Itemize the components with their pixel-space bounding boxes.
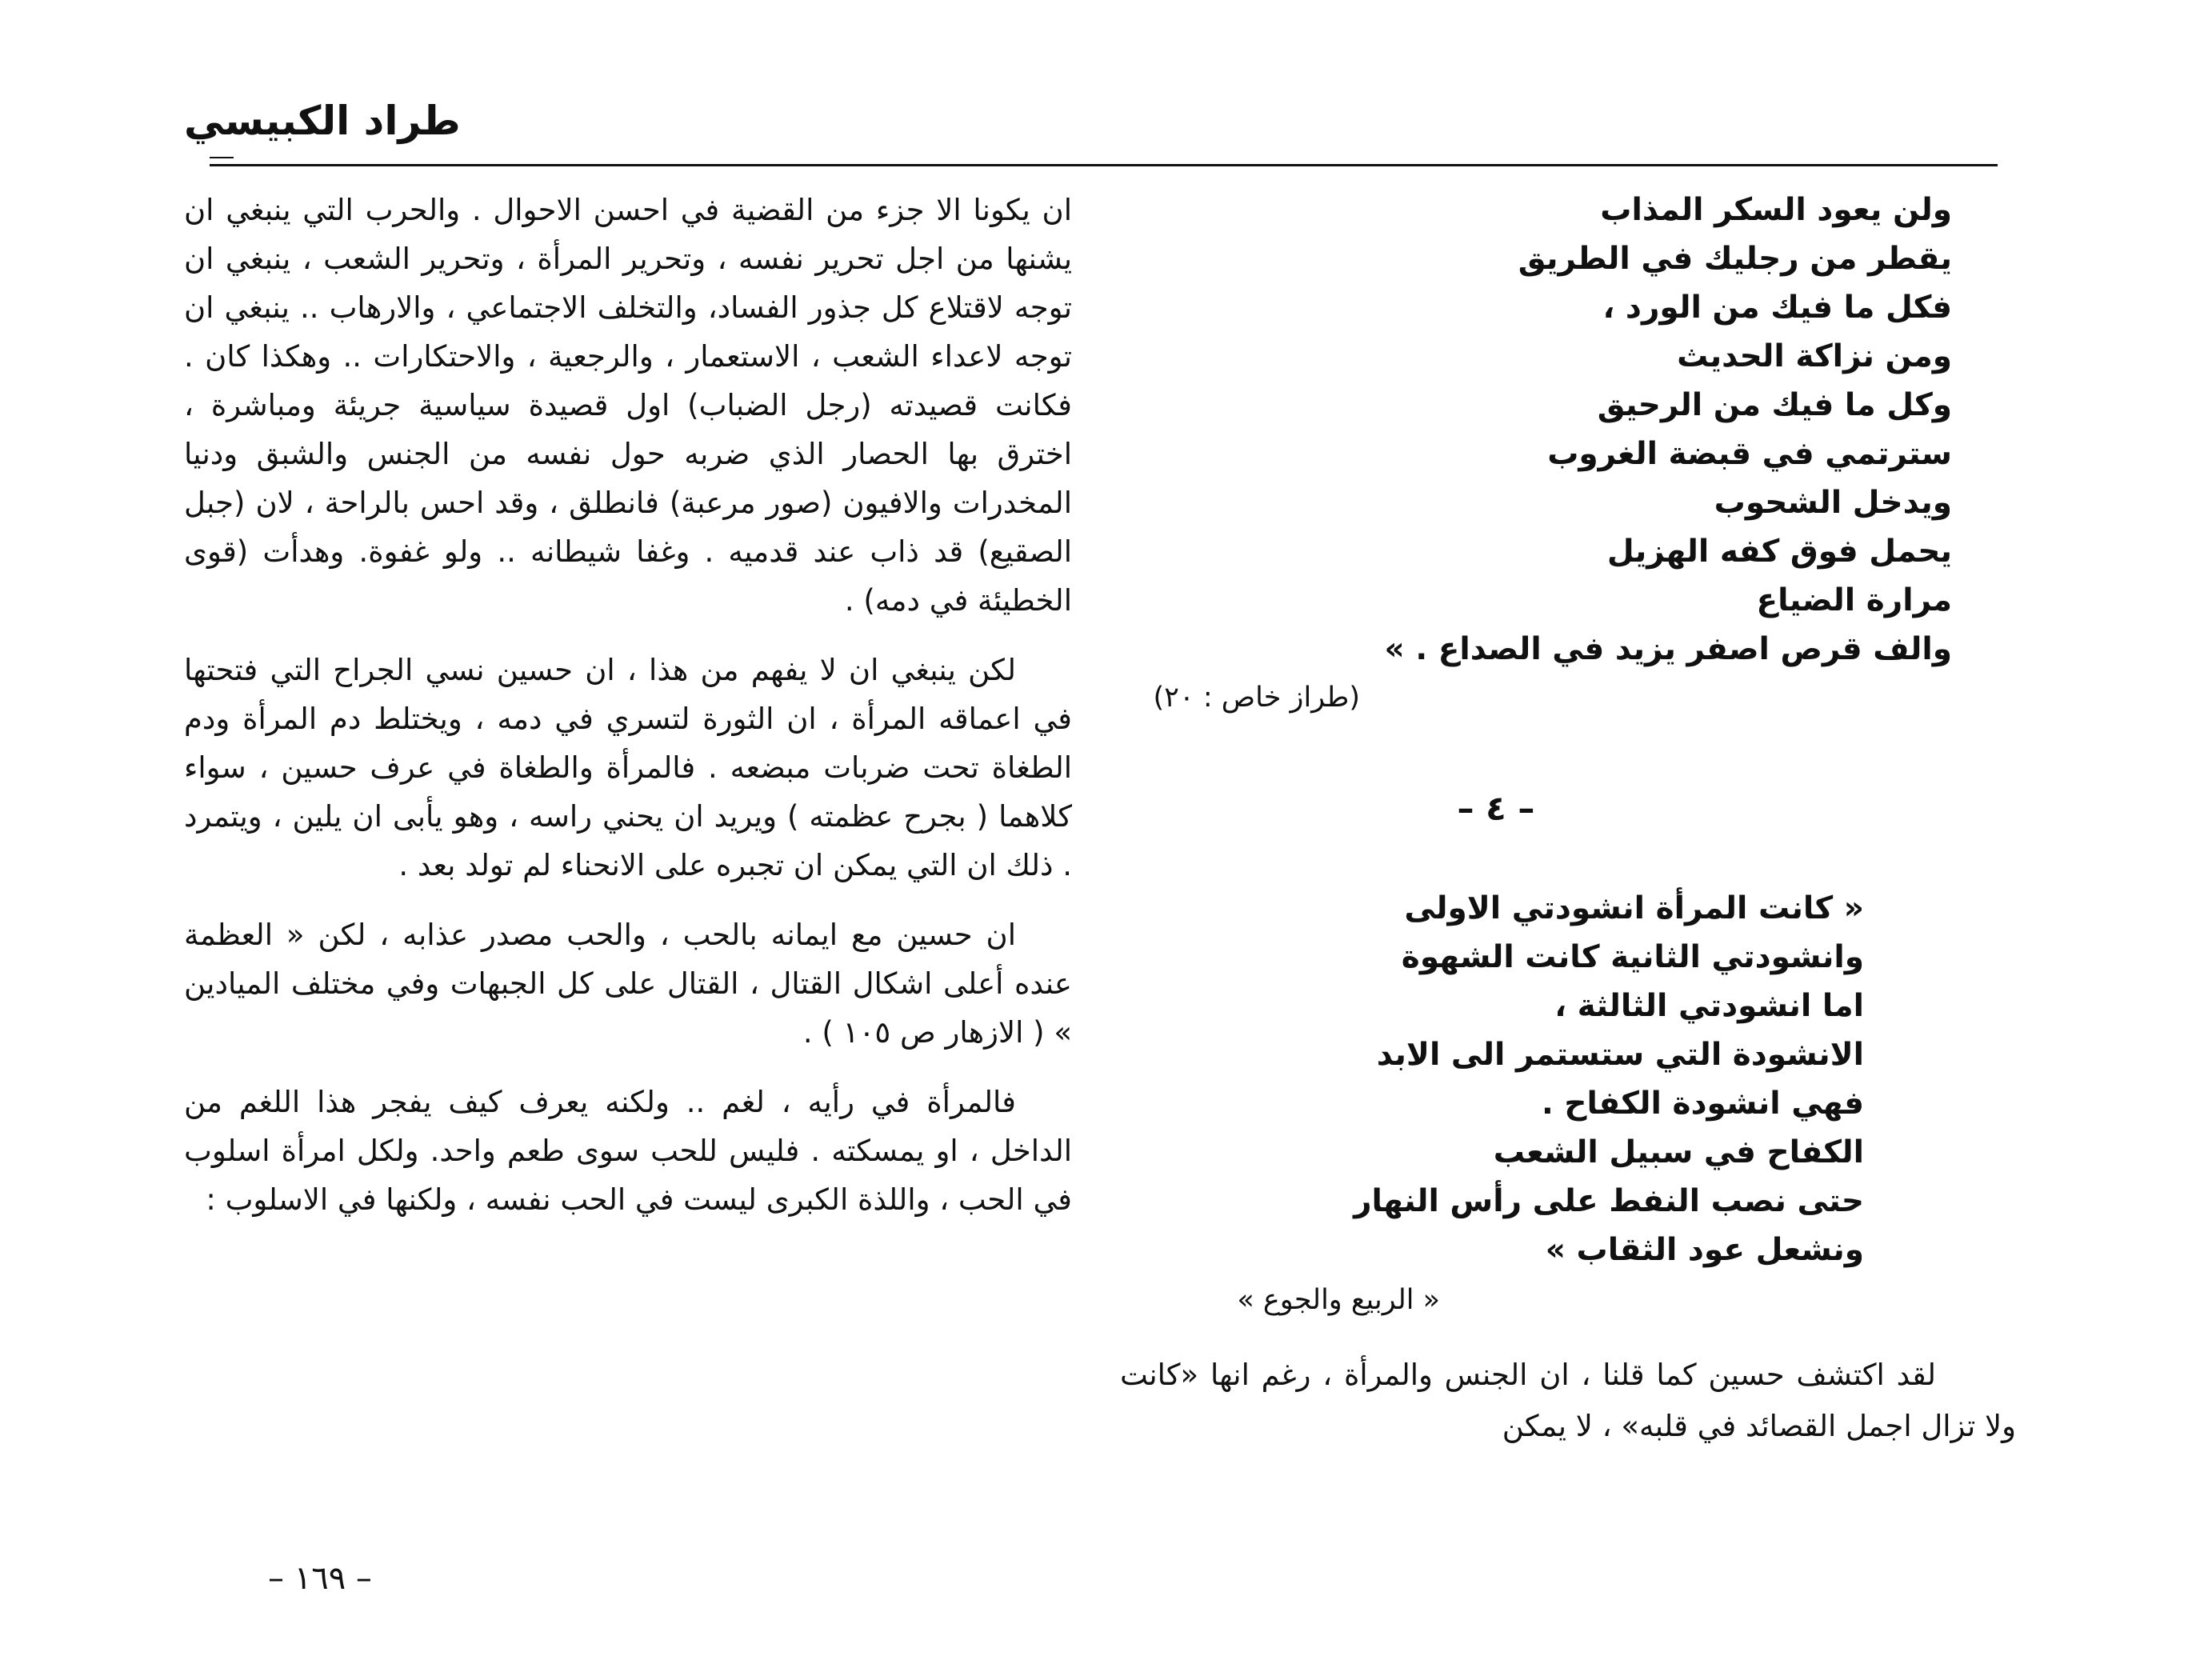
- poem-line: حتى نصب النفط على رأس النهار: [1354, 1183, 1864, 1219]
- poem-excerpt-1: [1136, 186, 1952, 674]
- body-paragraph: لكن ينبغي ان لا يفهم من هذا ، ان حسين نسي الجراح التي فتحتها في اعماقه المرأة ، ان الثورة لتسري في دمه ، ويختلط دم المرأة ودم الطغاة تحت ضربات مبضعه . فالمرأة والطغاة في عرف حسين ، سواء كلاهما ( بجرح عظمته ) ويريد ان يحني راسه ، وهو يأبى ان يلين ، ويتمرد . ذلك ان التي يمكن ان تجبره على الانحناء لم تولد بعد .: [184, 653, 1072, 882]
- poem-line: سترتمي في قبضة الغروب: [1547, 436, 1952, 472]
- left-column: [184, 186, 1072, 1245]
- header-rule-right: [946, 164, 1998, 166]
- poem-line: وكل ما فيك من الرحيق: [1597, 387, 1952, 423]
- poem-line: الانشودة التي ستستمر الى الابد: [1376, 1037, 1864, 1073]
- running-header-author: طراد الكبيسي: [184, 98, 461, 144]
- header-rule-left: [210, 164, 946, 166]
- body-paragraph: ان حسين مع ايمانه بالحب ، والحب مصدر عذابه ، لكن « العظمة عنده أعلى اشكال القتال ، القتال على كل الجبهات وفي مختلف الميادين » ( الازهار ص ١٠٥ ) .: [184, 918, 1072, 1050]
- poem-line: ويدخل الشحوب: [1714, 485, 1952, 521]
- poem-line: الكفاح في سبيل الشعب: [1493, 1134, 1864, 1170]
- section-number: – ٤ –: [1457, 789, 1535, 828]
- poem-line: « كانت المرأة انشودتي الاولى: [1404, 890, 1864, 926]
- poem-line: يحمل فوق كفه الهزيل: [1606, 534, 1952, 570]
- poem-line: ولن يعود السكر المذاب: [1600, 192, 1952, 228]
- poem-line: وانشودتي الثانية كانت الشهوة: [1401, 939, 1864, 975]
- poem-line: فكل ما فيك من الورد ،: [1602, 290, 1952, 326]
- body-paragraph: فالمرأة في رأيه ، لغم .. ولكنه يعرف كيف يفجر هذا اللغم من الداخل ، او يمسكته . فليس للحب سوى طعم واحد. ولكل امرأة اسلوب في الحب ، واللذة الكبرى ليست في الحب نفسه ، ولكنها في الاسلوب :: [184, 1085, 1072, 1217]
- poem-line: ومن نزاكة الحديث: [1677, 338, 1952, 374]
- body-paragraph: لقد اكتشف حسين كما قلنا ، ان الجنس والمرأة ، رغم انها «كانت ولا تزال اجمل القصائد في قلبه» ، لا يمكن: [1120, 1358, 2016, 1443]
- poem-line: اما انشودتي الثالثة ،: [1554, 988, 1864, 1024]
- poem-citation-2: « الربيع والجوع »: [1237, 1284, 1440, 1316]
- poem-line: فهي انشودة الكفاح .: [1542, 1086, 1864, 1122]
- poem-line: مرارة الضياع: [1756, 582, 1952, 618]
- poem-excerpt-2: [1136, 884, 1864, 1274]
- right-column: [1120, 186, 2016, 1452]
- poem-line: يقطر من رجليك في الطريق: [1518, 241, 1952, 277]
- header-rule-tick: [210, 157, 234, 158]
- page-number: – ١٦٩ –: [268, 1560, 372, 1597]
- poem-line: والف قرص اصفر يزيد في الصداع . »: [1384, 631, 1952, 667]
- poem-citation-1: (طراز خاص : ٢٠): [1153, 682, 1360, 714]
- body-paragraph: ان يكونا الا جزء من القضية في احسن الاحوال . والحرب التي ينبغي ان يشنها من اجل تحرير نفسه ، وتحرير المرأة ، وتحرير الشعب ، ينبغي ان توجه لاقتلاع كل جذور الفساد، والتخلف الاجتماعي ، والارهاب .. ينبغي ان توجه لاعداء الشعب ، الاستعمار ، والرجعية ، والاحتكارات .. وهكذا كان . فكانت قصيدته (رجل الضباب) اول قصيدة سياسية جريئة ومباشرة ، اخترق بها الحصار الذي ضربه حول نفسه من الجنس والشبق ودنيا المخدرات والافيون (صور مرعبة) فانطلق ، وقد احس بالراحة ، لان (جبل الصقيع) قد ذاب عند قدميه . وغفا شيطانه .. ولو غفوة. وهدأت (قوى الخطيئة في دمه) .: [184, 193, 1072, 618]
- poem-line: ونشعل عود الثقاب »: [1545, 1232, 1864, 1268]
